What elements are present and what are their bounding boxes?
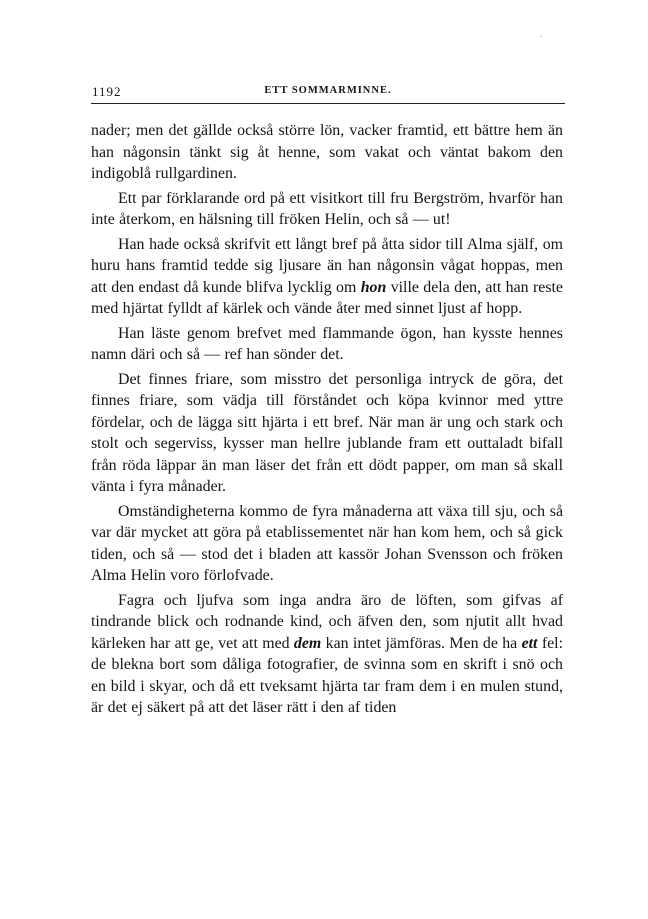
text-run: Han hade också skrifvit ett långt bref på åtta sidor till Alma själf, om huru hans framtid tedde sig ljusare än han någonsin vågat hoppas, men att den endast då kunde blifva lycklig om	[91, 235, 563, 296]
paragraph	[91, 323, 563, 366]
paragraph	[91, 188, 563, 231]
body-text	[91, 120, 563, 722]
text-run: ville dela den, att han reste med hjärtat fylldt af kärlek och vände åter med sinnet ljust af hopp.	[91, 278, 563, 317]
text-run: Omständigheterna kommo de fyra månaderna att växa till sju, och så var där mycket att göra på etablissementet när han kom hem, och så gick tiden, och så — stod det i bladen att kassör Johan Svensson och fröken Alma Helin voro förlofvade.	[91, 502, 563, 584]
paragraph	[91, 369, 563, 498]
page-header	[92, 84, 564, 100]
text-run: Det finnes friare, som misstro det personliga intryck de göra, det finnes friare, som vädja till förståndet och köpa kvinnor med yttre fördelar, och de lägga sitt hjärta i ett bref. När man är ung och stark och stolt och segerviss, kysser man hellre jublande fram ett outtaladt bifall från röda läppar än man läser det från ett dödt papper, om man så skall vänta i fyra månader.	[91, 370, 563, 495]
text-run: Han läste genom brefvet med flammande ögon, han kysste hennes namn däri och så — ref han sönder det.	[91, 324, 563, 363]
page-number: 1192	[92, 84, 122, 99]
text-run: nader; men det gällde också större lön, vacker framtid, ett bättre hem än han någonsin tänkt sig åt henne, som vakat och väntat bakom den indigoblå rullgardinen.	[91, 122, 563, 182]
header-rule	[91, 103, 565, 104]
text-run: kan intet jämföras. Men de ha	[321, 634, 522, 652]
text-run: Fagra och ljufva som inga andra äro de löften, som gifvas af tindrande blick och rodnande kind, och äfven den, som njutit allt hvad kärleken har att ge, vet att med	[91, 591, 563, 652]
paragraph	[91, 120, 563, 185]
emphasized-word: ett	[521, 634, 538, 652]
paragraph	[91, 234, 563, 320]
text-run: Ett par förklarande ord på ett visitkort till fru Bergström, hvarför han inte återkom, en hälsning till fröken Helin, och så — ut!	[91, 189, 563, 228]
emphasized-word: dem	[293, 634, 322, 652]
text-run: fel: de blekna bort som dåliga fotografier, de svinna som en skrift i snö och en bild i skyar, och då ett tveksamt hjärta tar fram dem i en mulen stund, är det ej säkert på att det läser rätt i den af tiden	[91, 634, 563, 716]
running-title: ETT SOMMARMINNE.	[264, 85, 392, 96]
paragraph	[91, 590, 563, 719]
paper-speck	[540, 36, 542, 37]
emphasized-word: hon	[360, 278, 387, 296]
paragraph	[91, 501, 563, 587]
